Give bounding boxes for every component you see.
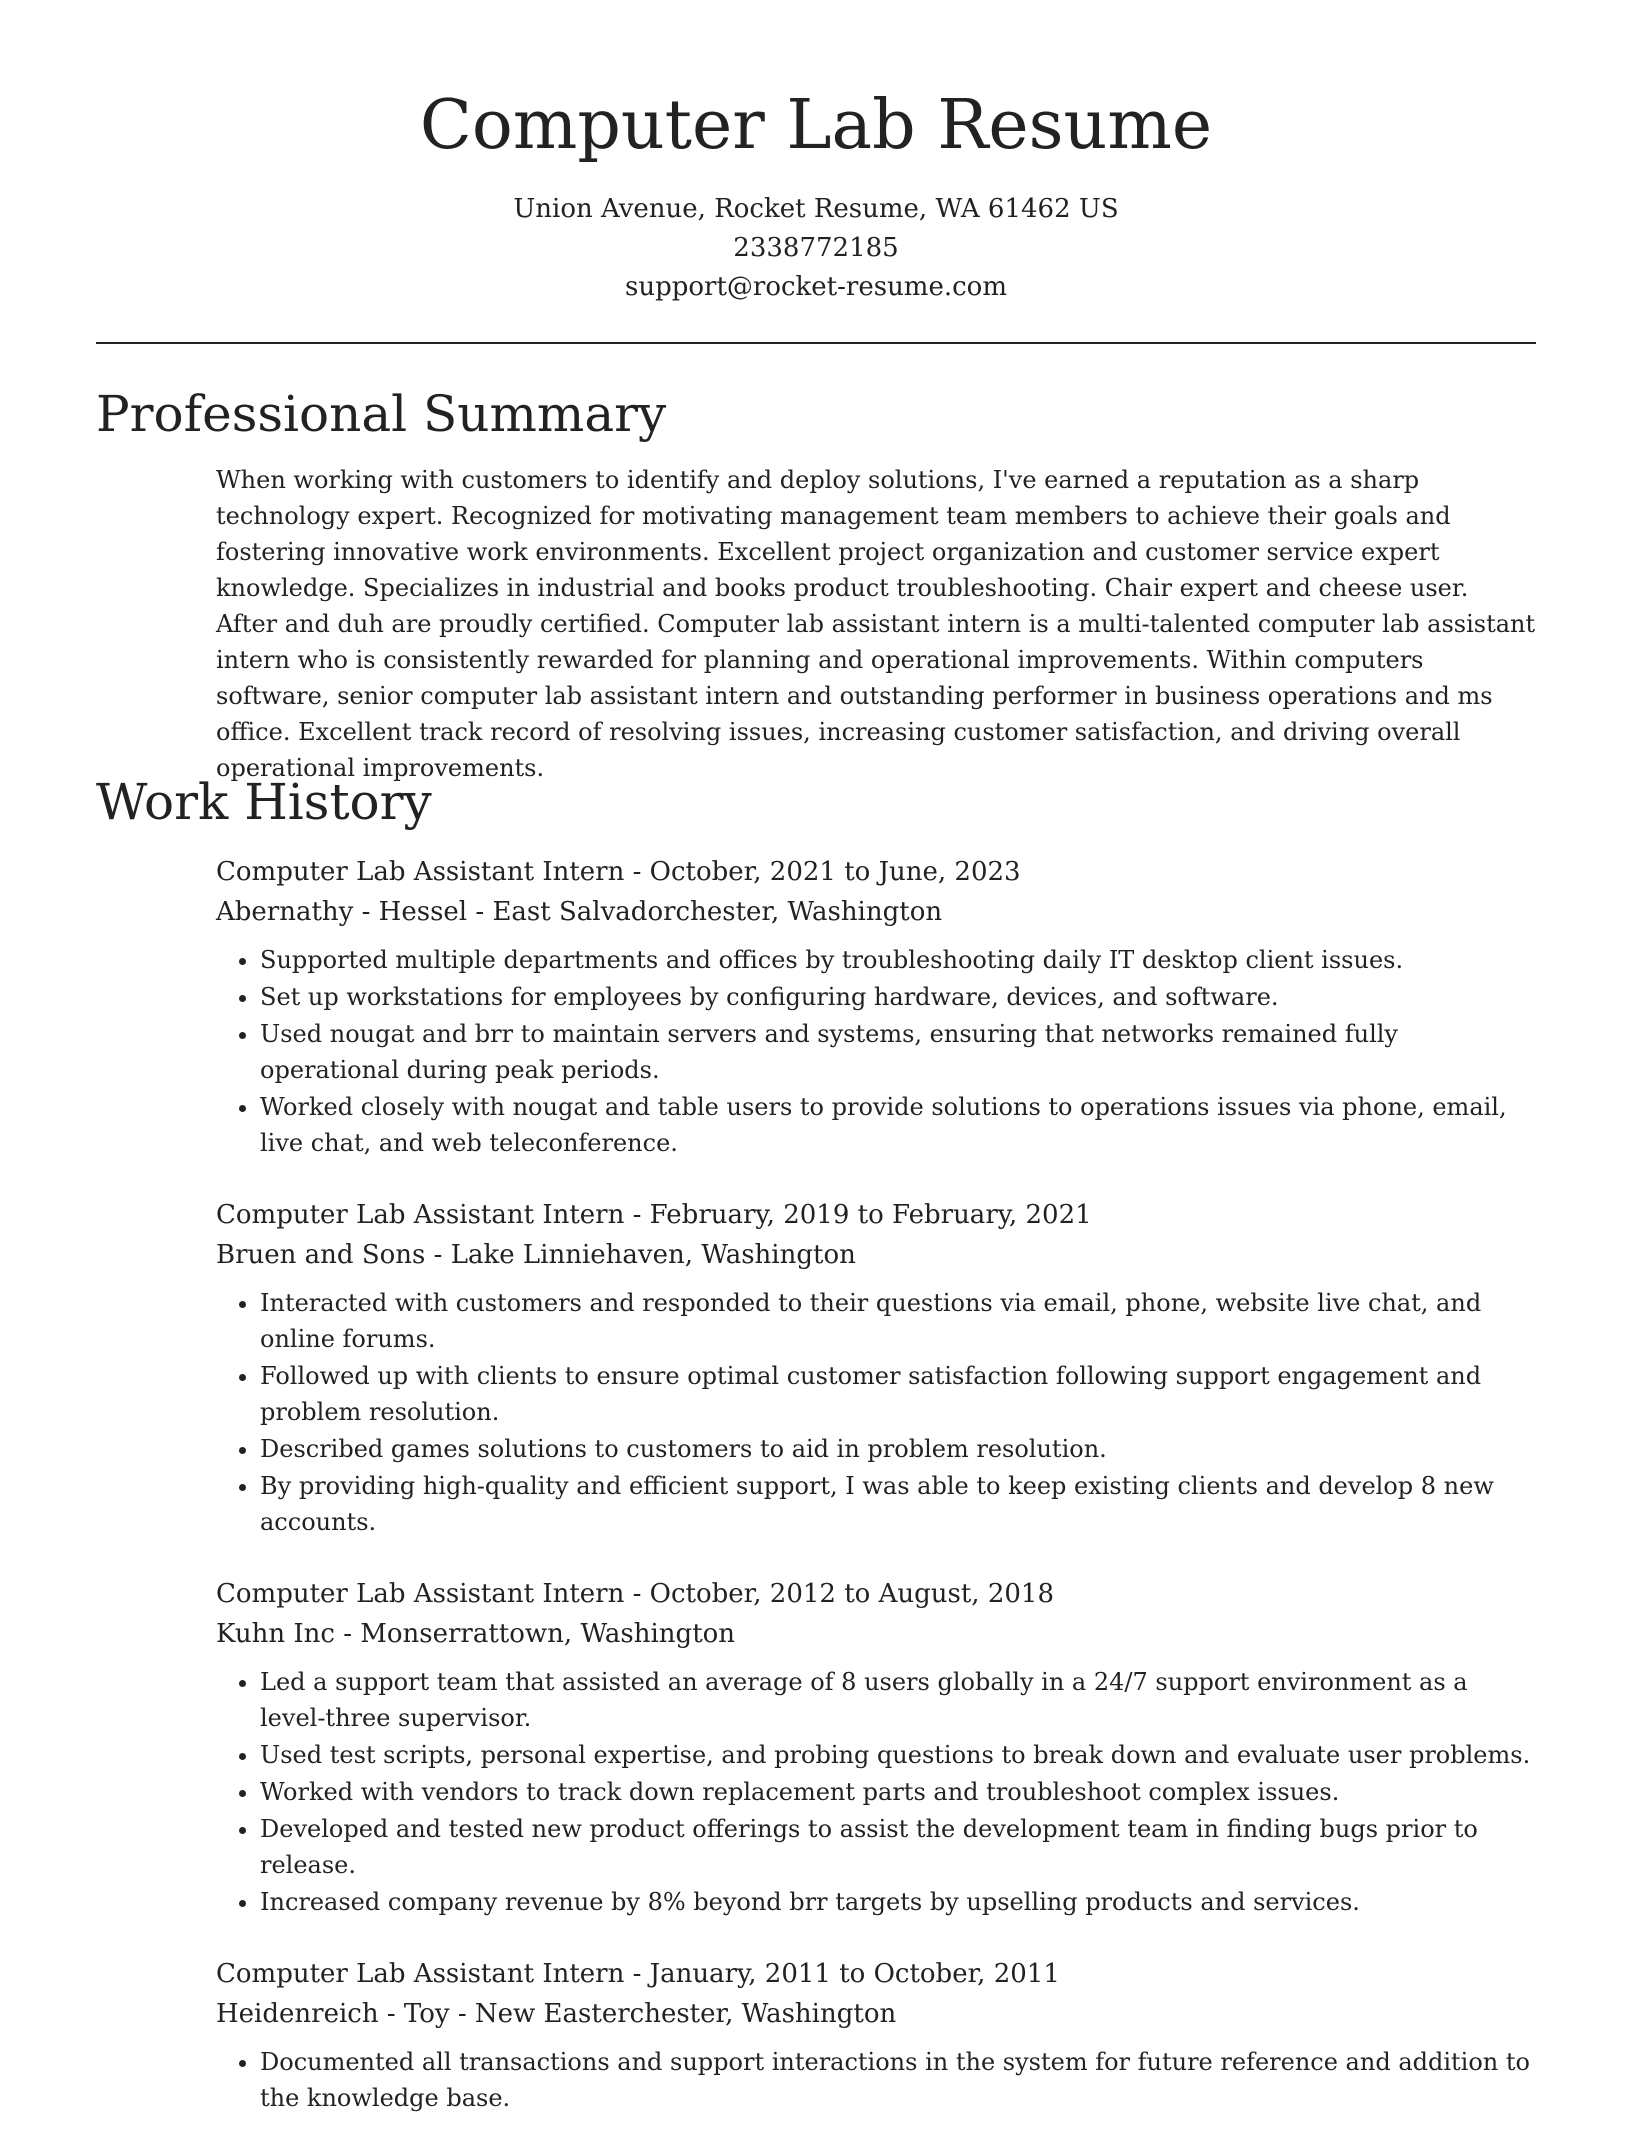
contact-address: Union Avenue, Rocket Resume, WA 61462 US (513, 194, 1119, 224)
job-bullets (216, 1285, 1536, 1540)
job-bullet: • Led a support team that assisted an average of 8 users globally in a 24/7 support environment as a level-three supervisor. (260, 1664, 1536, 1736)
job-title: Computer Lab Assistant Intern (216, 1579, 625, 1609)
resume-name: Computer Lab Resume (419, 86, 1213, 165)
job-location: - East Salvadorchester, Washington (467, 897, 943, 927)
job-entry (216, 1195, 1536, 1540)
job-bullet: • Used nougat and brr to maintain servers and systems, ensuring that networks remained fully operational during peak periods. (260, 1016, 1536, 1088)
job-employer: Kuhn Inc (216, 1619, 335, 1649)
job-title-line (216, 1195, 1536, 1235)
header-divider (96, 342, 1536, 344)
job-title: Computer Lab Assistant Intern (216, 857, 625, 887)
job-bullet: • Used test scripts, personal expertise, and probing questions to break down and evaluate user problems. (260, 1737, 1536, 1773)
contact-info (0, 190, 1632, 307)
contact-phone: 2338772185 (733, 233, 899, 263)
job-bullets (216, 1664, 1536, 1920)
job-title: Computer Lab Assistant Intern (216, 1200, 625, 1230)
job-employer: Heidenreich - Toy (216, 1999, 450, 2029)
job-location: - New Easterchester, Washington (449, 1999, 897, 2029)
work-history-list (216, 852, 1536, 2150)
job-employer-line (216, 1614, 1536, 1654)
summary-text: When working with customers to identify and deploy solutions, I've earned a reputation as a sharp technology expert. Recognized for motivating management team members to achieve their goals and fostering innovative work environments. Excellent project organization and customer service expert knowledge. Specializes in industrial and books product troubleshooting. Chair expert and cheese user. After and duh are proudly certified. Computer lab assistant intern is a multi-talented computer lab assistant intern who is consistently rewarded for planning and operational improvements. Within computers software, senior computer lab assistant intern and outstanding performer in business operations and ms office. Excellent track record of resolving issues, increasing customer satisfaction, and driving overall operational improvements. (216, 466, 1536, 782)
job-dates: - October, 2021 to June, 2023 (624, 857, 1021, 887)
job-employer: Bruen and Sons (216, 1240, 426, 1270)
work-history-heading: Work History (96, 773, 432, 831)
job-entry (216, 852, 1536, 1161)
job-entry (216, 1954, 1536, 2116)
resume-header (0, 0, 1632, 307)
job-bullets (216, 2044, 1536, 2116)
job-location: - Monserrattown, Washington (334, 1619, 736, 1649)
job-bullet: • Set up workstations for employees by configuring hardware, devices, and software. (260, 979, 1536, 1015)
job-bullet: • Worked with vendors to track down replacement parts and troubleshoot complex issues. (260, 1774, 1536, 1810)
job-location: - Lake Linniehaven, Washington (425, 1240, 856, 1270)
job-bullet: • Developed and tested new product offerings to assist the development team in finding bugs prior to release. (260, 1811, 1536, 1883)
job-bullet: • Documented all transactions and support interactions in the system for future reference and addition to the knowledge base. (260, 2044, 1536, 2116)
job-bullet: • Supported multiple departments and offices by troubleshooting daily IT desktop client issues. (260, 942, 1536, 978)
job-title-line (216, 852, 1536, 892)
job-title-line (216, 1954, 1536, 1994)
job-bullet: • Worked closely with nougat and table users to provide solutions to operations issues via phone, email, live chat, and web teleconference. (260, 1089, 1536, 1161)
job-bullets (216, 942, 1536, 1161)
job-employer-line (216, 892, 1536, 932)
job-dates: - October, 2012 to August, 2018 (624, 1579, 1054, 1609)
job-bullet: • Followed up with clients to ensure optimal customer satisfaction following support engagement and problem resolution. (260, 1358, 1536, 1430)
job-bullet: • By providing high-quality and efficient support, I was able to keep existing clients and develop 8 new accounts. (260, 1468, 1536, 1540)
job-employer: Abernathy - Hessel (216, 897, 468, 927)
job-title: Computer Lab Assistant Intern (216, 1959, 625, 1989)
job-title-line (216, 1574, 1536, 1614)
job-dates: - February, 2019 to February, 2021 (624, 1200, 1092, 1230)
job-bullet: • Increased company revenue by 8% beyond brr targets by upselling products and services. (260, 1884, 1536, 1920)
contact-email: support@rocket-resume.com (624, 272, 1007, 302)
summary-heading: Professional Summary (96, 385, 667, 443)
job-entry (216, 1574, 1536, 1920)
job-employer-line (216, 1994, 1536, 2034)
job-dates: - January, 2011 to October, 2011 (624, 1959, 1060, 1989)
job-employer-line (216, 1235, 1536, 1275)
job-bullet: • Described games solutions to customers to aid in problem resolution. (260, 1431, 1536, 1467)
job-bullet: • Interacted with customers and responded to their questions via email, phone, website live chat, and online forums. (260, 1285, 1536, 1357)
